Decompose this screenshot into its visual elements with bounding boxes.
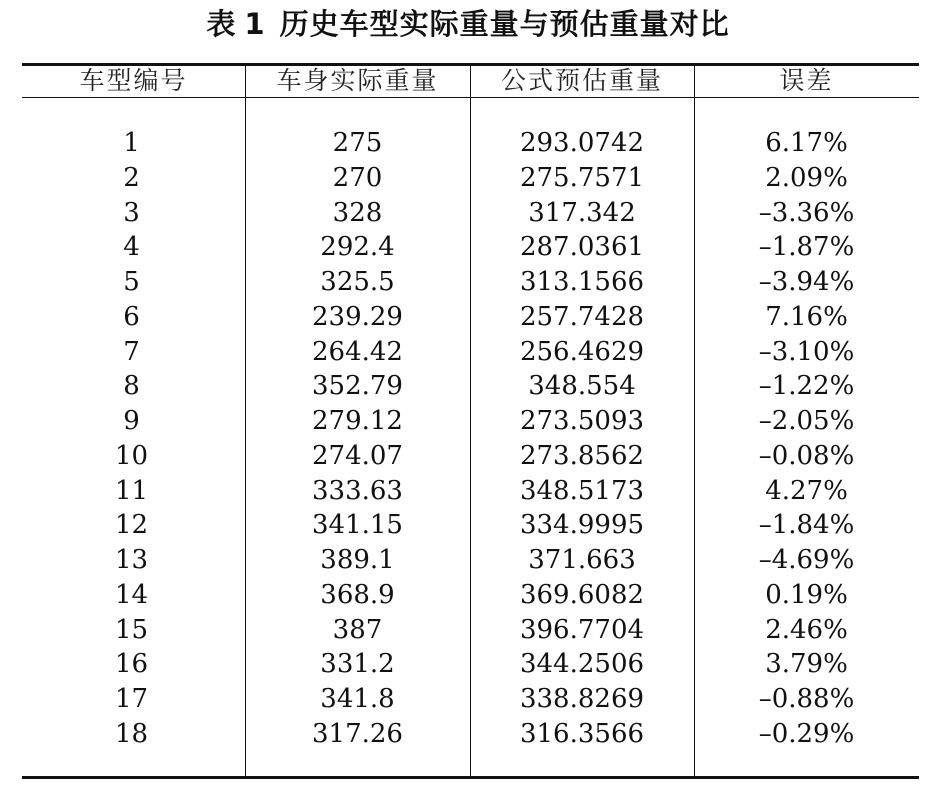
cell-model-id: 17 bbox=[114, 684, 149, 714]
cell-model-id: 12 bbox=[114, 510, 149, 541]
cell-model-id: 18 bbox=[114, 718, 149, 749]
table-body bbox=[22, 126, 919, 752]
cell-model-id: 13 bbox=[114, 545, 149, 575]
table-row bbox=[22, 335, 919, 370]
cell-model-id: 1 bbox=[123, 128, 140, 158]
header-error: 误差 bbox=[779, 66, 834, 95]
cell-error: 4.27% bbox=[765, 475, 848, 506]
cell-model-id: 7 bbox=[123, 336, 140, 367]
cell-estimated-weight: 316.3566 bbox=[519, 718, 645, 749]
table-row bbox=[22, 682, 919, 717]
cell-actual-weight: 275 bbox=[332, 128, 383, 158]
cell-estimated-weight: 334.9995 bbox=[519, 510, 645, 541]
cell-error: –1.87% bbox=[758, 232, 855, 263]
cell-error: 3.79% bbox=[765, 649, 848, 680]
cell-model-id: 14 bbox=[114, 579, 149, 610]
cell-actual-weight: 333.63 bbox=[312, 475, 403, 506]
cell-actual-weight: 352.79 bbox=[312, 371, 403, 402]
cell-model-id: 5 bbox=[123, 267, 140, 297]
header-model-id: 车型编号 bbox=[79, 66, 188, 95]
cell-error: –0.08% bbox=[758, 440, 855, 471]
table-row bbox=[22, 647, 919, 682]
cell-actual-weight: 279.12 bbox=[312, 406, 403, 436]
cell-estimated-weight: 275.7571 bbox=[519, 162, 645, 193]
cell-actual-weight: 387 bbox=[332, 614, 383, 645]
cell-actual-weight: 239.29 bbox=[312, 301, 403, 332]
cell-estimated-weight: 348.554 bbox=[528, 371, 636, 402]
table-row bbox=[22, 230, 919, 265]
cell-error: 6.17% bbox=[765, 128, 848, 158]
cell-estimated-weight: 369.6082 bbox=[519, 579, 645, 610]
cell-error: 7.16% bbox=[765, 301, 848, 332]
cell-estimated-weight: 293.0742 bbox=[519, 128, 645, 158]
cell-estimated-weight: 396.7704 bbox=[519, 614, 645, 645]
cell-actual-weight: 331.2 bbox=[320, 649, 395, 680]
table-row bbox=[22, 613, 919, 648]
cell-estimated-weight: 348.5173 bbox=[519, 475, 645, 506]
table-row bbox=[22, 543, 919, 578]
cell-estimated-weight: 338.8269 bbox=[519, 684, 645, 714]
cell-model-id: 16 bbox=[114, 649, 149, 680]
cell-estimated-weight: 287.0361 bbox=[519, 232, 645, 263]
cell-error: 2.46% bbox=[765, 614, 848, 645]
cell-error: –3.36% bbox=[758, 197, 855, 228]
cell-estimated-weight: 344.2506 bbox=[519, 649, 645, 680]
cell-error: –2.05% bbox=[758, 406, 855, 436]
cell-error: –3.94% bbox=[758, 267, 855, 297]
cell-actual-weight: 328 bbox=[332, 197, 383, 228]
cell-model-id: 2 bbox=[123, 162, 140, 193]
cell-actual-weight: 341.8 bbox=[320, 684, 395, 714]
cell-model-id: 10 bbox=[114, 440, 149, 471]
table-row bbox=[22, 369, 919, 404]
cell-error: –1.84% bbox=[758, 510, 855, 541]
cell-estimated-weight: 273.8562 bbox=[519, 440, 645, 471]
table-row bbox=[22, 474, 919, 509]
cell-error: –1.22% bbox=[758, 371, 855, 402]
cell-model-id: 9 bbox=[123, 406, 140, 436]
cell-estimated-weight: 313.1566 bbox=[519, 267, 645, 297]
cell-estimated-weight: 371.663 bbox=[528, 545, 636, 575]
table-row bbox=[22, 404, 919, 439]
caption-prefix: 表 bbox=[206, 7, 237, 41]
cell-actual-weight: 325.5 bbox=[320, 267, 395, 297]
cell-actual-weight: 341.15 bbox=[312, 510, 403, 541]
cell-actual-weight: 317.26 bbox=[312, 718, 403, 749]
cell-actual-weight: 270 bbox=[332, 162, 383, 193]
cell-error: –4.69% bbox=[758, 545, 855, 575]
cell-estimated-weight: 257.7428 bbox=[519, 301, 645, 332]
cell-estimated-weight: 317.342 bbox=[528, 197, 636, 228]
cell-actual-weight: 368.9 bbox=[320, 579, 395, 610]
table-row bbox=[22, 126, 919, 161]
cell-error: –3.10% bbox=[758, 336, 855, 367]
cell-actual-weight: 274.07 bbox=[312, 440, 403, 471]
cell-model-id: 15 bbox=[114, 614, 149, 645]
header-estimated-weight: 公式预估重量 bbox=[500, 66, 663, 95]
caption-text: 历史车型实际重量与预估重量对比 bbox=[279, 7, 730, 41]
cell-actual-weight: 389.1 bbox=[320, 545, 395, 575]
cell-model-id: 8 bbox=[123, 371, 140, 402]
cell-error: 0.19% bbox=[765, 579, 848, 610]
table-row bbox=[22, 196, 919, 231]
cell-error: –0.29% bbox=[758, 718, 855, 749]
cell-estimated-weight: 273.5093 bbox=[519, 406, 645, 436]
cell-model-id: 3 bbox=[123, 197, 140, 228]
table-header-row bbox=[22, 66, 919, 97]
table-row bbox=[22, 508, 919, 543]
table-row bbox=[22, 578, 919, 613]
cell-actual-weight: 264.42 bbox=[312, 336, 403, 367]
table-row bbox=[22, 439, 919, 474]
cell-model-id: 6 bbox=[123, 301, 140, 332]
cell-error: 2.09% bbox=[765, 162, 848, 193]
cell-error: –0.88% bbox=[758, 684, 855, 714]
cell-model-id: 4 bbox=[123, 232, 140, 263]
cell-estimated-weight: 256.4629 bbox=[519, 336, 645, 367]
table-bottom-rule bbox=[22, 776, 919, 779]
table-row bbox=[22, 717, 919, 752]
cell-actual-weight: 292.4 bbox=[320, 232, 395, 263]
header-actual-weight: 车身实际重量 bbox=[276, 66, 439, 95]
caption-number: 1 bbox=[244, 7, 266, 41]
table-row bbox=[22, 161, 919, 196]
table-row bbox=[22, 300, 919, 335]
cell-model-id: 11 bbox=[114, 475, 149, 506]
table-row bbox=[22, 265, 919, 300]
table-caption bbox=[0, 4, 936, 44]
